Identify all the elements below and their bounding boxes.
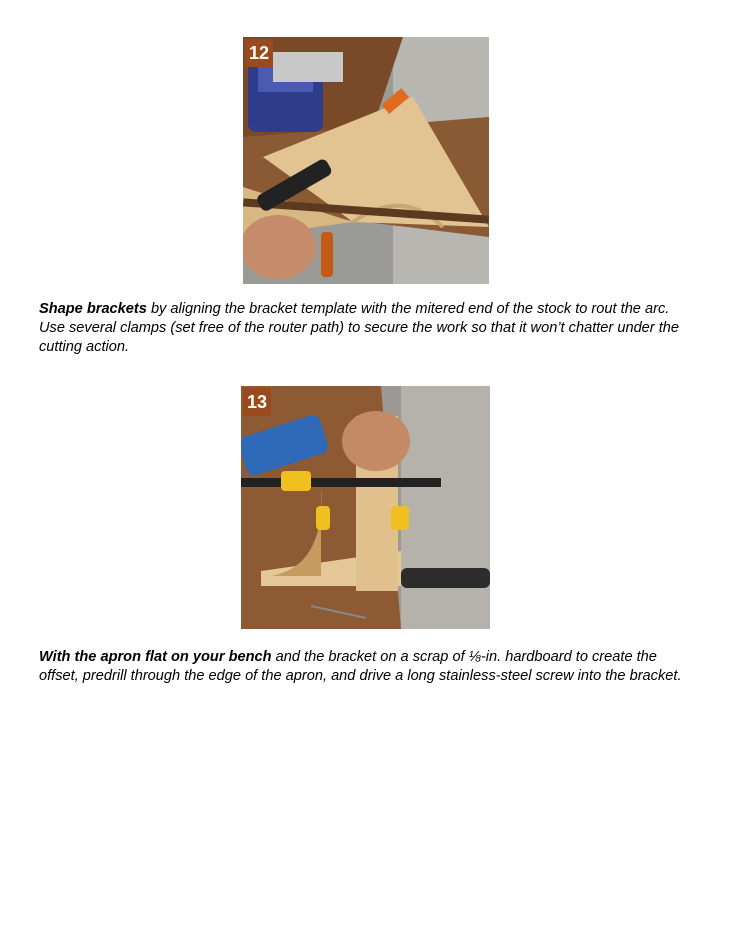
bar-clamp (241, 478, 441, 487)
step-12-caption-lead: Shape brackets (39, 301, 147, 317)
step-12-illustration (243, 37, 489, 284)
step-number-badge: 12 (245, 39, 273, 67)
step-12-caption (39, 300, 699, 357)
step-number-badge: 13 (243, 388, 271, 416)
step-13-illustration (241, 386, 490, 629)
step-12-caption-text: by aligning the bracket template with the mitered end of the stock to rout the arc. Use several clamps (set free of the router path) to secure the work so that it won’t chatter under the cutting action. (39, 301, 680, 355)
step-13-caption-text: and the bracket on a scrap of ⅛-in. hardboard to create the offset, predrill through the edge of the apron, and drive a long stainless-steel screw into the bracket. (39, 649, 682, 684)
hand (342, 411, 410, 471)
step-13-caption-lead: With the apron flat on your bench (39, 649, 272, 665)
drill (401, 568, 490, 588)
step-13-photo (241, 386, 490, 629)
step-13-caption (39, 648, 699, 686)
hand (243, 215, 316, 279)
step-12-photo (243, 37, 489, 284)
